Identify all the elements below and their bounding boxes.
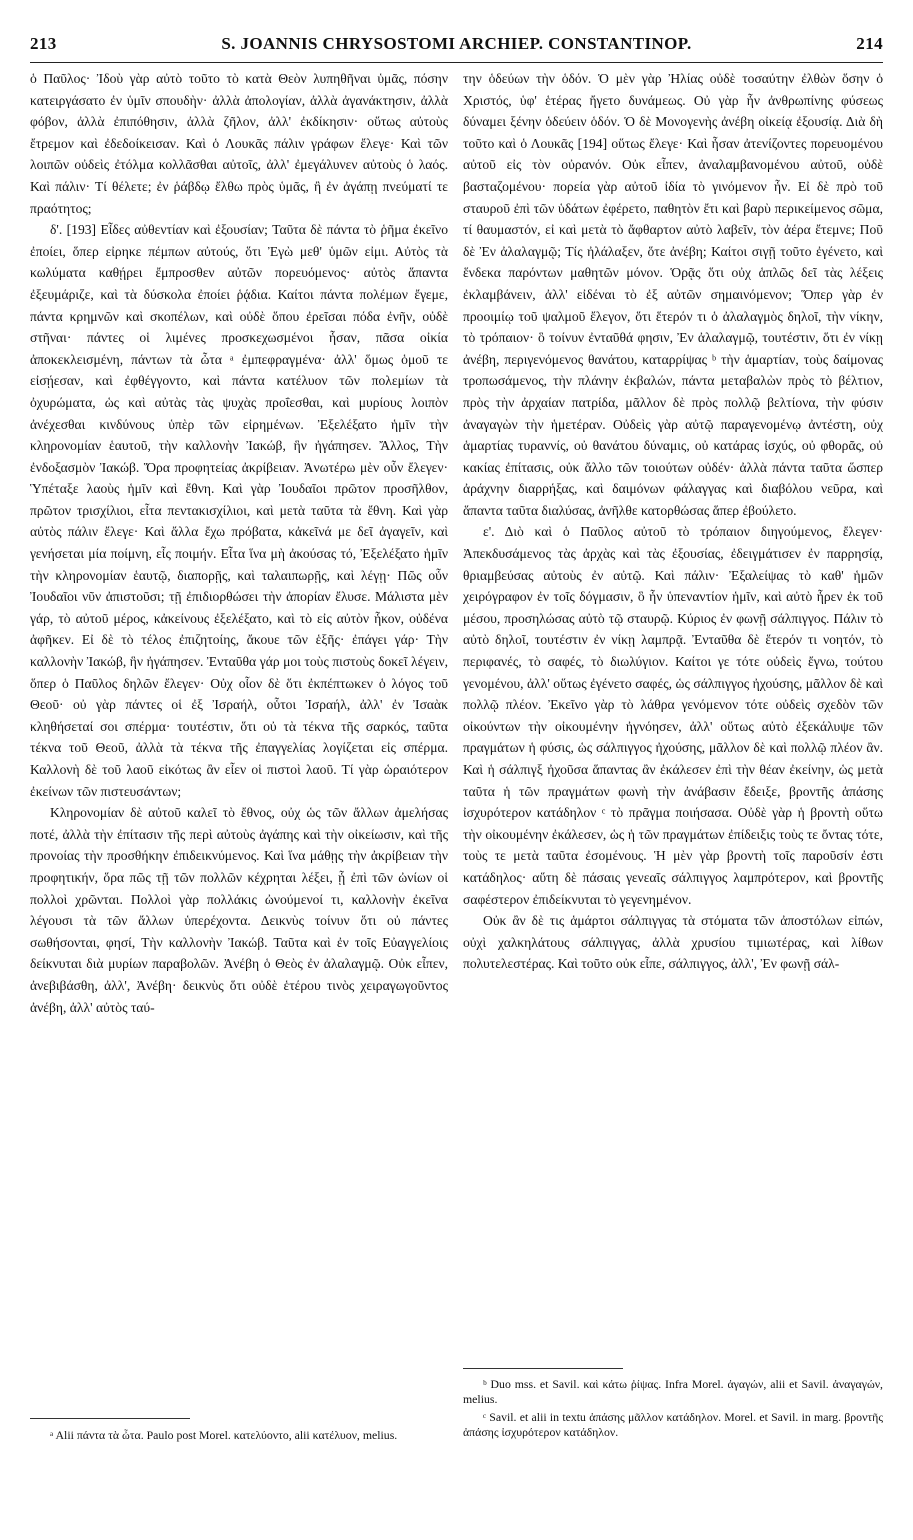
left-column	[30, 68, 448, 1018]
footnote-rule-right	[463, 1368, 623, 1369]
left-paragraph-2: δ'. [193] Εἶδες αὐθεντίαν καὶ ἐξουσίαν; Ταῦτα δὲ πάντα τὸ ῥῆμα ἐκεῖνο ἐποίει, ὅπερ εἰρηκε πέμπων αὐτούς, ὅτι Ἐγὼ μεθ' ὑμῶν εἰμι. Αὐτὸς τὰ κωλύματα καθῄρει ἔμπροσθεν αὐτῶν πορευόμενος· αὐτὸς ἅπαντα ἐξευμάριζε, καὶ τὰ δύσκολα ἐποίει ῥᾴδια. Καίτοι πάντα πολέμων ἔγεμε, πάντα κρημνῶν καὶ σκοπέλων, καὶ οὐδὲ ὅπου ἐρεῖσαι πόδα ἐνῆν, οὐδὲ στῆναι· πάντες οἱ λιμένες προσκεχωσμένοι ἦσαν, πᾶσα οἰκία ἀποκεκλεισμένη, πάντων τὰ ὦτα ᵃ ἐμπεφραγμένα· ἀλλ' ὅμως ὁμοῦ τε εἰσῄεσαν, καὶ ἐφθέγγοντο, καὶ πάντα κατέλυον τῶν πολεμίων τὰ ὀχυρώματα, ὡς καὶ αὐτὰς τὰς ψυχὰς προΐεσθαι, καὶ μυρίους λοιπὸν ἀνέχεσθαι κινδύνους ὑπὲρ τῶν εἰρημένων. Ἐξελέξατο ἡμῖν τὴν κληρονομίαν ἑαυτοῦ, τὴν καλλονὴν Ἰακώβ, ἣν ἠγάπησεν. Ἄλλος, Τὴν ἐνδοξασμὸν Ἰακώβ. Ὅρα προφητείας ἀκρίβειαν. Ἀνωτέρω μὲν οὖν ἔλεγεν· Ὑπέταξε λαοὺς ἡμῖν καὶ ἔθνη. Καὶ γὰρ Ἰουδαῖοι πρῶτον προσῆλθον, πρῶτον τρισχίλιοι, εἶτα πεντακισχίλιοι, καὶ μετὰ ταῦτα τὰ ἔθνη. Καὶ γὰρ αὐτὸς πάλιν ἔλεγε· Καὶ ἄλλα ἔχω πρόβατα, κἀκεῖνά με δεῖ ἀγαγεῖν, καὶ γενήσεται μία ποίμνη, εἷς ποιμήν. Εἶτα ἵνα μὴ ἀκούσας τό, Ἐξελέξατο ἡμῖν τὴν κληρονομίαν ἑαυτῷ, διαπορῇς, καὶ ταλαιπωρῇς, καὶ λέγῃ· Πῶς οὖν Ἰουδαῖοι νῦν ἀπιστοῦσι; τῇ ἐπιδιορθώσει τὴν ἀπορίαν ἔλυσε. Μάλιστα μὲν γάρ, τὸ αὐτοῦ μέρος, κἀκείνους ἐξελέξατο, καὶ τὸ εἰς αὐτὸν ἧκον, οὐδένα ἀφῆκεν. Εἰ δὲ τὸ τέλος ἐπιζητοίης, ἄκουε τῶν ἑξῆς· ἐπάγει γάρ· Τὴν καλλονὴν Ἰακώβ, ἣν ἠγάπησεν. Ἐνταῦθα γάρ μοι τοὺς πιστοὺς δοκεῖ λέγειν, ὅπερ ὁ Παῦλος δηλῶν ἔλεγεν· Οὐχ οἷον δὲ ὅτι ἐκπέπτωκεν ὁ λόγος τοῦ Θεοῦ· οὐ γὰρ πάντες οἱ ἐξ Ἰσραήλ, οὗτοι Ἰσραήλ, ἀλλ' ἐν Ἰσαὰκ κληθήσεταί σοι σπέρμα· τουτέστιν, ὅτι οὐ τὰ τέκνα τῆς σαρκός, ταῦτα τέκνα τοῦ Θεοῦ, ἀλλὰ τὰ τέκνα τῆς ἐπαγγελίας λογίζεται εἰς σπέρμα. Καλλονὴ δὲ τοῦ λαοῦ εἰκότως ἂν εἶεν οἱ πιστοὶ λαοῦ. Τί γὰρ ὡραιότερον ἐκείνων τῶν πιστευσάντων;	[30, 222, 448, 799]
right-paragraph-2: ε'. Διὸ καὶ ὁ Παῦλος αὐτοῦ τὸ τρόπαιον διηγούμενος, ἔλεγεν· Ἀπεκδυσάμενος τὰς ἀρχὰς καὶ τὰς ἐξουσίας, ἐδειγμάτισεν ἐν παρρησίᾳ, θριαμβεύσας αὐτοὺς ἐν αὐτῷ. Καὶ πάλιν· Ἐξαλείψας τὸ καθ' ἡμῶν χειρόγραφον ἐν τοῖς δόγμασιν, ὃ ἦν ὑπεναντίον ἡμῖν, καὶ αὐτὸ ἦρεν ἐκ τοῦ μέσου, προσηλώσας αὐτὸ τῷ σταυρῷ. Κύριος ἐν φωνῇ σάλπιγγος. Πάλιν τὸ αὐτὸ δηλοῖ, τουτέστιν ἐν νίκῃ λαμπρᾷ. Ἐνταῦθα δὲ ἕτερόν τι νοητόν, τὸ περιφανές, τὸ σαφές, τὸ διωλύγιον. Καίτοι γε τότε οὐδεὶς ἔγνω, τούτου γενομένου, ἀλλ' οὕτως ἐγένετο σαφές, ὡς σάλπιγγος ἠχούσης, μᾶλλον δὲ καὶ πολλῷ πλέον. Ἐκεῖνο γὰρ τὸ λάθρα γενόμενον τότε οὐδεὶς σχεδὸν τῶν οἰκούντων τὴν οἰκουμένην ἠγνόησεν, ἀλλ' οὕτως αὐτὸ ἐξεκάλυψε τῶν πραγμάτων ἡ φύσις, ὡς σάλπιγγος ἠχούσης, μᾶλλον δὲ καὶ πολλῷ πλέον ἂν. Καὶ ἡ σάλπιγξ ἠχοῦσα ἅπαντας ἂν ἐκάλεσεν ἐπὶ τὴν θέαν ἐκείνην, ὡς μετὰ ταῦτα ἡ τῶν πραγμάτων φωνὴ τὴν ἀνάβασιν ἔδειξε, βροντῆς ἁπάσης ἰσχυρότερον κατάδηλον ᶜ τὸ πρᾶγμα ποιήσασα. Οὐδὲ γὰρ ἡ βροντὴ οὕτω τὴν οἰκουμένην ἐκάλεσεν, ὡς ἡ τῶν πραγμάτων ἐπίδειξις τοὺς τε ὄντας τότε, τοὺς τε μετὰ ταῦτα ἐσομένους. Ἡ μὲν γὰρ βροντὴ τοῖς παροῦσίν ἐστι κατάδηλος· αὕτη δὲ πάσαις γενεαῖς σάλπιγγος λαμπρότερον, καὶ βροντῆς σαφέστερον ἐπιδείκνυται τὸ γεγενημένον.	[463, 524, 883, 907]
right-column	[463, 68, 883, 975]
left-paragraph-3: Κληρονομίαν δὲ αὐτοῦ καλεῖ τὸ ἔθνος, οὐχ ὡς τῶν ἄλλων ἀμελήσας ποτέ, ἀλλὰ τὴν ἐπίτασιν τῆς περὶ αὐτοὺς ἀγάπης καὶ τὴν οἰκείωσιν, καὶ τῆς προνοίας τὴν προσθήκην ἐπιδεικνύμενος. Καὶ ἵνα μάθῃς τὴν ἀκρίβειαν τὴν προφητικήν, ὅρα πῶς τῇ τῶν πολλῶν κέχρηται λέξει, ᾗ ἐπὶ τῶν ὠνίων οἱ πολλοὶ χρῶνται. Πολλοὶ γὰρ πολλάκις ὠνούμενοί τι, καλλονὴν ἐκεῖνα λέγουσι τὰ τῶν ἄλλων ὑπερέχοντα. Δεικνὺς τοίνυν ὅτι οὐ πάντες σωθήσονται, φησί, Τὴν καλλονὴν Ἰακώβ. Ταῦτα καὶ ἐν τοῖς Εὐαγγελίοις δείκνυται διὰ μυρίων παραβολῶν. Ἀνέβη ὁ Θεὸς ἐν ἀλαλαγμῷ. Οὐκ εἶπεν, ἀνεβιβάσθη, ἀλλ', Ἀνέβη· δεικνὺς ὅτι οὐδὲ ἑτέρου τινὸς χειραγωγοῦντος ἀνέβη, ἀλλ' αὐτὸς ταύ-	[30, 805, 448, 1015]
header-rule	[30, 62, 883, 63]
running-title: S. JOANNIS CHRYSOSTOMI ARCHIEP. CONSTANTINOP.	[221, 34, 692, 53]
page-number-right: 214	[856, 34, 883, 53]
footnotes-right	[463, 1377, 883, 1443]
footnote-rule-left	[30, 1418, 190, 1419]
footnotes-left	[30, 1428, 448, 1445]
left-paragraph-1: ὁ Παῦλος· Ἰδοὺ γὰρ αὐτὸ τοῦτο τὸ κατὰ Θεὸν λυπηθῆναι ὑμᾶς, πόσην κατειργάσατο ἐν ὑμῖν σπουδὴν· ἀλλὰ ἀπολογίαν, ἀλλὰ ἀγανάκτησιν, ἀλλὰ φόβον, ἀλλὰ ἐπιπόθησιν, ἀλλὰ ζῆλον, ἀλλ' ἐκδίκησιν· οὕτως αὐτοὺς ἔτρεμον καὶ ἐδεδοίκεισαν. Καὶ ὁ Λουκᾶς πάλιν γράφων ἔλεγε· Καὶ τῶν λοιπῶν οὐδεὶς ἐτόλμα κολλᾶσθαι αὐτοῖς, ἀλλ' ἐμεγάλυνεν αὐτοὺς ὁ λαός. Καὶ πάλιν· Τί θέλετε; ἐν ῥάβδῳ ἔλθω πρὸς ὑμᾶς, ἢ ἐν ἀγάπῃ πνεύματί τε πραότητος;	[30, 71, 448, 216]
right-paragraph-3: Οὐκ ἂν δὲ τις ἁμάρτοι σάλπιγγας τὰ στόματα τῶν ἀποστόλων εἰπών, οὐχὶ χαλκηλάτους σάλπιγγας, ἀλλὰ χρυσίου τιμιωτέρας, καὶ λίθων πολυτελεστέρας. Καὶ τοῦτο οὐκ εἶπε, σάλπιγγος, ἀλλ', Ἐν φωνῇ σάλ-	[463, 913, 883, 972]
page-header	[30, 34, 883, 58]
right-paragraph-1: την ὁδεύων τὴν ὁδόν. Ὁ μὲν γὰρ Ἠλίας οὐδὲ τοσαύτην ἐλθὼν ὅσην ὁ Χριστός, ὑφ' ἑτέρας ἤγετο δυνάμεως. Οὐ γὰρ ἦν ἀνθρωπίνης φύσεως δύναμει ξένην ὁδεύειν ὁδόν. Ὁ δὲ Μονογενὴς ἀνέβη οἰκείᾳ ἐξουσίᾳ. Διὰ δὴ τοῦτο καὶ ὁ Λουκᾶς [194] οὕτως ἔλεγε· Καὶ ἦσαν ἀτενίζοντες πορευομένου αὐτοῦ εἰς τὸν οὐρανόν. Οὐκ εἶπεν, ἀναλαμβανομένου αὐτοῦ, οὐδὲ βασταζομένου· πορεία γὰρ αὐτοῦ ἰδία τὸ γινόμενον ἦν. Εἰ δὲ πρὸ τοῦ σταυροῦ ἐπὶ τῶν ὑδάτων ἐφέρετο, παθητὸν ἔτι καὶ βαρὺ περικείμενος σῶμα, τί θαυμαστόν, εἰ καὶ μετὰ τὸ ἄφθαρτον αὐτὸ λαβεῖν, τὸν ἀέρα ἔτεμνε; Ποῦ δὲ Ἐν ἀλαλαγμῷ; Τίς ἠλάλαξεν, ὅτε ἀνέβη; Καίτοι σιγῇ τοῦτο ἐγένετο, καὶ ἕνδεκα παρόντων μαθητῶν μόνον. Ὁρᾷς ὅτι οὐχ ἁπλῶς δεῖ τὰς λέξεις ἐκλαμβάνειν, ἀλλ' εἰδέναι τὸ ἐξ αὐτῶν σημαινόμενον; Ὅπερ γὰρ ἐν προοιμίῳ τοῦ ψαλμοῦ ἔλεγον, ὅτι ἕτερόν τι ὁ ἀλαλαγμὸς δηλοῖ, τὴν νίκην, τὸ τρόπαιον· ὃ τοίνυν ἐνταῦθά φησιν, Ἐν ἀλαλαγμῷ, τουτέστιν, ὅτι ἐν νίκῃ ἀνέβη, περιγενόμενος θανάτου, καταρρίψας ᵇ τὴν ἁμαρτίαν, τοὺς δαίμονας τροπωσάμενος, τὴν πλάνην ἐκβαλών, πάντα μεταβαλὼν πρὸς τὸ βέλτιον, πρὸς τὴν ἀρχαίαν πατρίδα, μᾶλλον δὲ πρὸς πολλῷ βελτίονα, τὴν φύσιν ἀναγαγὼν τὴν ἡμετέραν. Οὐδεὶς γὰρ αὐτῷ παραγενομένῳ ἀντέστη, οὐχ ἁμαρτίας τυραννίς, οὐ θανάτου δύναμις, οὐ κατάρας ἰσχύς, οὐ φθορᾶς, οὐ κακίας ἐπίτασις, οὐκ ἄλλο τῶν τοιούτων οὐδέν· ἀλλὰ πάντα ταῦτα ὥσπερ ἀράχνην διαρρήξας, καὶ δαιμόνων φάλαγγας καὶ διαβόλου νεῦρα, καὶ ἅπαντα ταῦτα διαλύσας, ἀνῆλθε κατορθώσας ἅπερ ἐβούλετο.	[463, 71, 883, 518]
footnote-b: ᵇ Duo mss. et Savil. καὶ κάτω ῥίψας. Infra Morel. ἀγαγών, alii et Savil. ἀναγαγών, melius.	[463, 1377, 883, 1407]
footnote-c: ᶜ Savil. et alii in textu ἁπάσης μᾶλλον κατάδηλον. Morel. et Savil. in marg. βροντῆς ἁπάσης ἰσχυρότερον κατάδηλον.	[463, 1409, 883, 1440]
footnote-a: ᵃ Alii πάντα τὰ ὦτα. Paulo post Morel. κατελύοντο, alii κατέλυον, melius.	[50, 1428, 398, 1442]
page-number-left: 213	[30, 34, 57, 53]
